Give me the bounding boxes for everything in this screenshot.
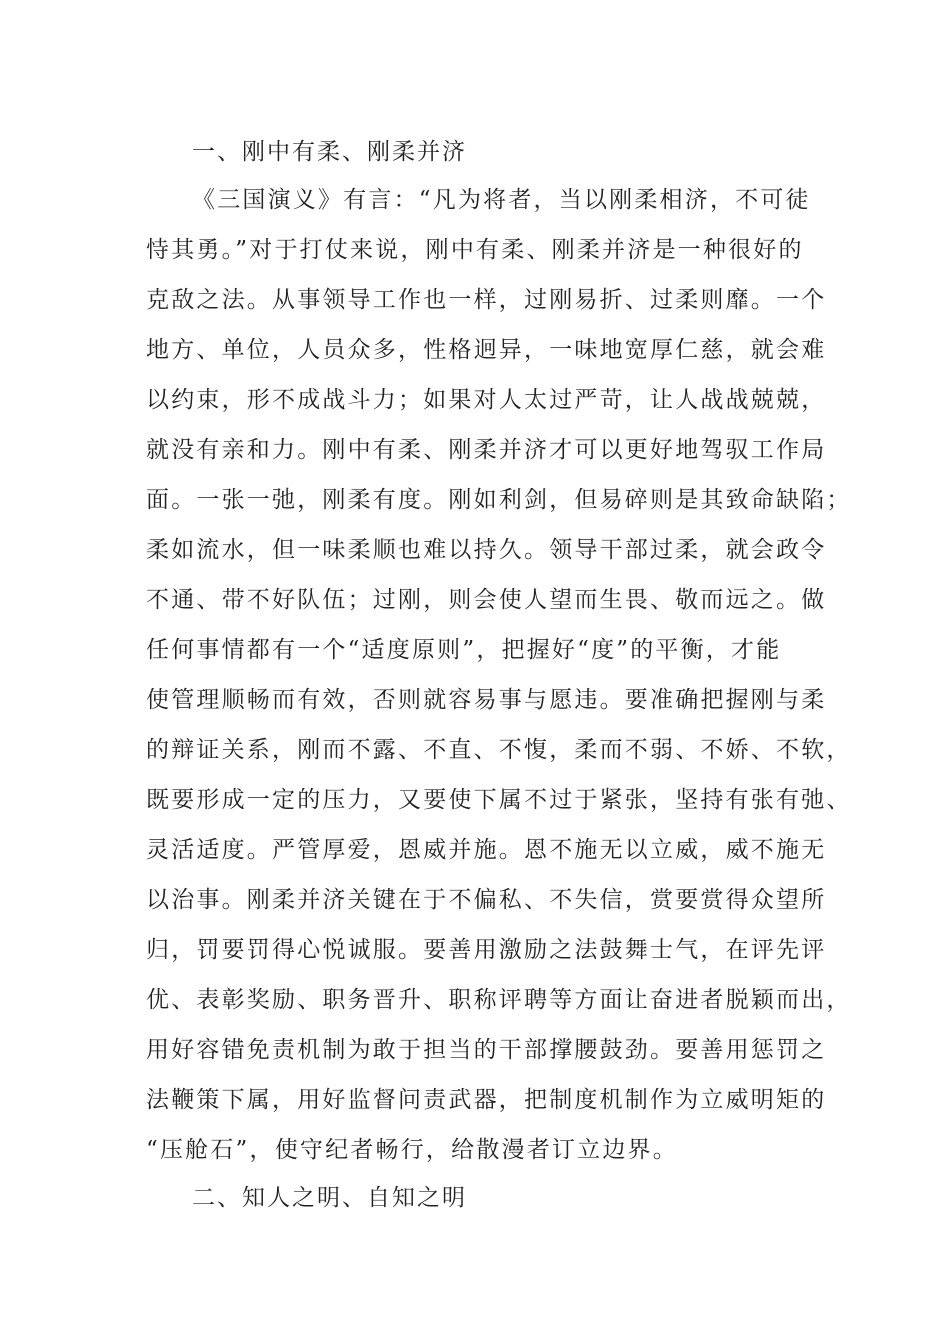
paragraph-line: 的辩证关系，刚而不露、不直、不愎，柔而不弱、不娇、不软， [146, 737, 852, 763]
paragraph-line: 地方、单位，人员众多，性格迥异，一味地宽厚仁慈，就会难 [146, 337, 827, 363]
paragraph-line: 克敌之法。从事领导工作也一样，过刚易折、过柔则靡。一个 [146, 287, 827, 313]
paragraph-line: 恃其勇。”对于打仗来说，刚中有柔、刚柔并济是一种很好的 [146, 237, 804, 263]
paragraph-line: 灵活适度。严管厚爱，恩威并施。恩不施无以立威，威不施无 [146, 837, 827, 863]
paragraph-line: 以约束，形不成战斗力；如果对人太过严苛，让人战战兢兢， [146, 387, 827, 413]
paragraph-line: 法鞭策下属，用好监督问责武器，把制度机制作为立威明矩的 [146, 1087, 827, 1113]
paragraph-line: 不通、带不好队伍；过刚，则会使人望而生畏、敬而远之。做 [146, 587, 827, 613]
paragraph-line: 使管理顺畅而有效，否则就容易事与愿违。要准确把握刚与柔 [146, 687, 827, 713]
paragraph-line: 《三国演义》有言：“凡为将者，当以刚柔相济，不可徒 [192, 187, 811, 213]
paragraph-line: 就没有亲和力。刚中有柔、刚柔并济才可以更好地驾驭工作局 [146, 437, 827, 463]
paragraph-line: 归，罚要罚得心悦诚服。要善用激励之法鼓舞士气，在评先评 [146, 937, 827, 963]
paragraph-line: “压舱石”，使守纪者畅行，给散漫者订立边界。 [146, 1137, 678, 1163]
paragraph-line: 用好容错免责机制为敢于担当的干部撑腰鼓劲。要善用惩罚之 [146, 1037, 827, 1063]
paragraph-line: 以治事。刚柔并济关键在于不偏私、不失信，赏要赏得众望所 [146, 887, 827, 913]
section2-heading: 二、知人之明、自知之明 [192, 1185, 467, 1211]
section1-heading: 一、刚中有柔、刚柔并济 [192, 139, 467, 165]
paragraph-line: 任何事情都有一个“适度原则”，把握好“度”的平衡，才能 [146, 637, 782, 663]
paragraph-line: 柔如流水，但一味柔顺也难以持久。领导干部过柔，就会政令 [146, 537, 827, 563]
paragraph-line: 优、表彰奖励、职务晋升、职称评聘等方面让奋进者脱颖而出， [146, 987, 852, 1013]
paragraph-line: 既要形成一定的压力，又要使下属不过于紧张，坚持有张有弛、 [146, 787, 852, 813]
paragraph-line: 面。一张一弛，刚柔有度。刚如利剑，但易碎则是其致命缺陷； [146, 487, 852, 513]
